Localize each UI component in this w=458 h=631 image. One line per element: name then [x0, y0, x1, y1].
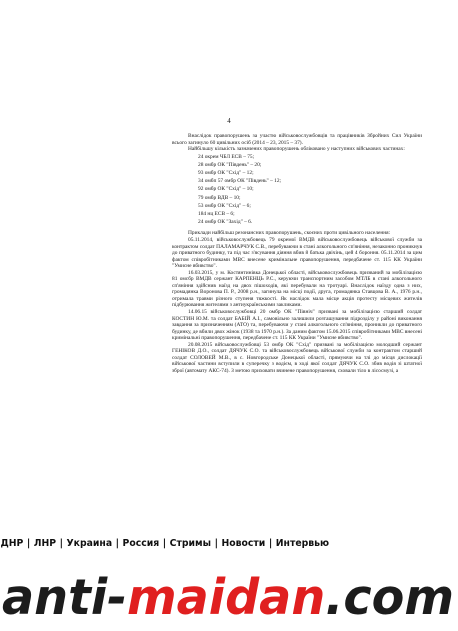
list-item: 79 омбр ВДВ – 10;: [198, 194, 241, 201]
list-item: 34 омбп 57 омбр ОК "Південь" – 12;: [198, 178, 282, 185]
unit-list: [198, 153, 422, 227]
list-item: 53 омбр ОК "Схід" – 6;: [198, 202, 251, 209]
nav-link-lnr[interactable]: ЛНР: [33, 538, 57, 549]
nav-separator: |: [59, 538, 64, 549]
nav-link-streams[interactable]: Стримы: [169, 538, 212, 549]
logo-text-com: .com: [325, 572, 458, 622]
logo-text-maidan: maidan: [126, 572, 331, 622]
document-body: [172, 133, 422, 375]
page-number: 4: [227, 117, 231, 125]
logo-text-anti: anti-: [2, 572, 131, 622]
list-intro: Найбільшу кількість зазначених правопорушень обліковано у наступних військових частинах:: [188, 146, 405, 153]
site-logo[interactable]: [0, 572, 458, 622]
nav-separator: |: [214, 538, 218, 549]
site-nav: [0, 538, 458, 549]
list-item: 24 омбр ОК "Захід" – 6.: [198, 219, 253, 226]
list-item: 92 омбр ОК "Схід" – 10;: [198, 186, 254, 193]
nav-separator: |: [162, 538, 167, 549]
incident-paragraph: 16.03.2015, у м. Костянтинівка Донецької області, військовослужбовець призваний за мобілізацією 81 омсбр ВМДВ сержант КАРПЕНЦЬ Р.С., керуючи транспортним засобом МТЛБ в стані алкогольного сп'яніння здійснив наїзд на двох пішоходів, які перебували на тротуарі. Внаслідок наїзду одна з них, громадянка Воронова П. Р., 2008 р.н., загинула на місці події, друга, громадянка Ставцова В. А., 1976 р.н., отримала травми різного ступеня тяжкості. Як наслідок мала місце акція протесту місцевих жителів підбурювання жителями з антиукраїнськими закликами.: [172, 269, 422, 309]
svg-text:anti-maidan.com: [2, 572, 458, 622]
incident-paragraph: 20.08.2015 військовослужбовці 53 омбр ОК "Схід" призвані за мобілізацією молодший сержант ГЕНІКОВ Д.О., солдат ДЯЧУК С.О. та військовослужбовець військової служби за контрактом старший солдат СОЛОВЕЙ М.В., в с. Новгородське Донецької області, прямуючи на тлі до місця дислокації військової частини вступили в суперечку з водієм, в ході якої солдат ДЯЧУК С.О. збив водія зі штатної зброї (автомату АКС-74). З метою приховати вчинене правопорушення, сховали тіло в лісосмузі, а: [172, 341, 422, 374]
list-item: 24 окрем ЧБЛ ЕСВ – 75;: [198, 153, 255, 160]
list-item: 28 омбр ОК "Південь" – 20;: [198, 161, 262, 168]
nav-separator: |: [26, 538, 31, 549]
examples-intro: Приклади найбільш резонансних правопорушень, скоєних проти цивільного населення:: [188, 230, 391, 237]
incident-paragraph: 14.06.15 військовослужбовці 20 омбр ОК "Північ" призвані за мобілізацією старший солдат КОСТИН Ю.М. та солдат БАБІЙ А.І., самовільно залишили розташування підрозділу у районі виконання завдання за призначенням (АТО) та, перебуваючи у стані алкогольного сп'яніння, проникли до приватного будинку, де вбили двох жінок (1938 та 1970 р.н.). За даним фактом 15.06.2015 співробітниками МВС внесені кримінальні правопорушення, передбачене ст. 115 КК України "Умисне вбивство".: [172, 309, 422, 342]
nav-separator: |: [268, 538, 273, 549]
nav-link-russia[interactable]: Россия: [122, 538, 160, 549]
incident-paragraph: 05.11.2014, військовослужбовець 79 окремої ВМДВ військовослужбовець військової служби за контрактом солдат ПАЛАМАРЧУК С.В., перебуваючи в стані алкогольного сп'яніння, незаконно проникнув до приватного будинку, та під час з'ясування діяння вбив 8 батька двічінь, цей 4 бороння. 05.11.2014 за цим фактом співробітниками МВС внесене кримінальне правопорушення, передбачене ст. 115 КК України "Умисне вбивство".: [172, 237, 422, 270]
list-item: 93 омбр ОК "Схід" – 12;: [198, 170, 254, 177]
nav-separator: |: [115, 538, 120, 549]
nav-link-dnr[interactable]: ДНР: [0, 538, 24, 549]
intro-paragraph: Внаслідок правопорушень за участю військовослужбовців та працівників Збройних Сил України всього загинуло 60 цивільних осіб (2014 – 23, 2015 – 37).: [172, 133, 422, 146]
nav-link-news[interactable]: Новости: [221, 538, 266, 549]
nav-link-interviews[interactable]: Интервью: [275, 538, 330, 549]
list-item: 184 нц ЕСВ – 6;: [198, 211, 235, 218]
nav-link-ukraine[interactable]: Украина: [66, 538, 113, 549]
